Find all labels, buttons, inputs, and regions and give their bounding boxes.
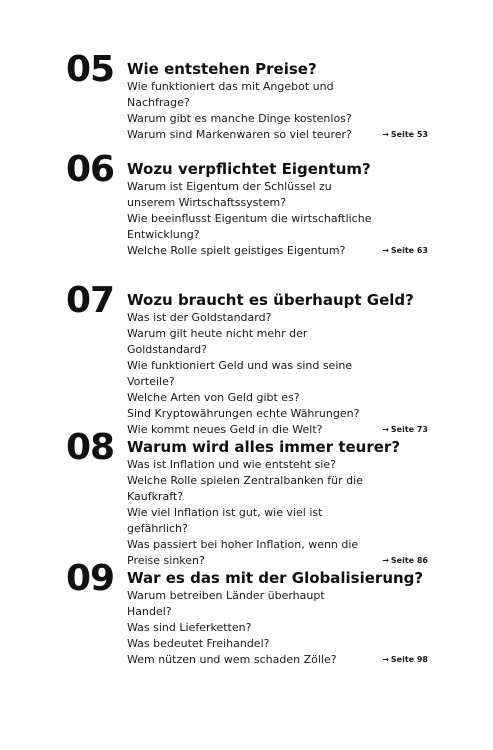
chapter-number: 06 — [66, 149, 115, 190]
question-list — [127, 310, 428, 438]
question-list — [127, 79, 428, 143]
question-item — [127, 127, 428, 143]
chapter-body — [127, 291, 428, 438]
question-item: Warum ist Eigentum der Schlüssel zu unserem Wirtschaftssystem? — [127, 180, 332, 209]
question-list — [127, 179, 428, 259]
question-text: Welche Rolle spielt geistiges Eigentum? — [127, 244, 346, 257]
page-reference-label: Seite 98 — [390, 655, 428, 664]
page-reference-label: Seite 73 — [390, 425, 428, 434]
chapter-number: 05 — [66, 49, 115, 90]
question-item — [127, 243, 428, 259]
chapter-number: 09 — [66, 558, 115, 599]
question-item — [127, 537, 428, 569]
chapter-body — [127, 160, 428, 259]
question-item: Welche Rolle spielen Zentralbanken für die Kaufkraft? — [127, 474, 363, 503]
question-item: Sind Kryptowährungen echte Währungen? — [127, 407, 360, 420]
question-item — [127, 652, 428, 668]
question-item — [127, 422, 428, 438]
arrow-right-icon: → — [382, 556, 389, 565]
page-reference[interactable] — [382, 553, 428, 569]
question-text: Wem nützen und wem schaden Zölle? — [127, 653, 337, 666]
chapter-number: 07 — [66, 280, 115, 321]
arrow-right-icon: → — [382, 425, 389, 434]
page-reference-label: Seite 53 — [390, 130, 428, 139]
question-item: Wie beeinflusst Eigentum die wirtschaftliche Entwicklung? — [127, 212, 372, 241]
page-reference[interactable] — [382, 127, 428, 143]
arrow-right-icon: → — [382, 655, 389, 664]
question-item: Warum betreiben Länder überhaupt Handel? — [127, 589, 325, 618]
question-text: Was passiert bei hoher Inflation, wenn die Preise sinken? — [127, 538, 359, 567]
question-item: Was ist der Goldstandard? — [127, 311, 272, 324]
question-item: Wie viel Inflation ist gut, wie viel ist gefährlich? — [127, 506, 323, 535]
chapter-title: Warum wird alles immer teurer? — [127, 438, 401, 456]
page-reference[interactable] — [382, 422, 428, 438]
question-item: Was sind Lieferketten? — [127, 621, 252, 634]
chapter-title: War es das mit der Globalisierung? — [127, 569, 424, 587]
chapter-body — [127, 60, 428, 143]
arrow-right-icon: → — [382, 246, 389, 255]
question-item: Was ist Inflation und wie entsteht sie? — [127, 458, 336, 471]
question-item: Warum gilt heute nicht mehr der Goldstandard? — [127, 327, 308, 356]
chapter-number: 08 — [66, 427, 115, 468]
chapter-title: Wozu braucht es überhaupt Geld? — [127, 291, 414, 309]
arrow-right-icon: → — [382, 130, 389, 139]
question-item: Wie funktioniert Geld und was sind seine Vorteile? — [127, 359, 353, 388]
question-item: Was bedeutet Freihandel? — [127, 637, 270, 650]
question-list — [127, 588, 428, 668]
question-list — [127, 457, 428, 569]
chapter-body — [127, 569, 428, 668]
chapter-body — [127, 438, 428, 569]
question-text: Warum sind Markenwaren so viel teurer? — [127, 128, 352, 141]
page-reference[interactable] — [382, 243, 428, 259]
page-reference-label: Seite 63 — [390, 246, 428, 255]
question-item: Wie funktioniert das mit Angebot und Nachfrage? — [127, 80, 334, 109]
chapter-title: Wozu verpflichtet Eigentum? — [127, 160, 371, 178]
page-reference[interactable] — [382, 652, 428, 668]
question-item: Welche Arten von Geld gibt es? — [127, 391, 300, 404]
question-item: Warum gibt es manche Dinge kostenlos? — [127, 112, 352, 125]
question-text: Wie kommt neues Geld in die Welt? — [127, 423, 323, 436]
page-reference-label: Seite 86 — [390, 556, 428, 565]
chapter-title: Wie entstehen Preise? — [127, 60, 317, 78]
